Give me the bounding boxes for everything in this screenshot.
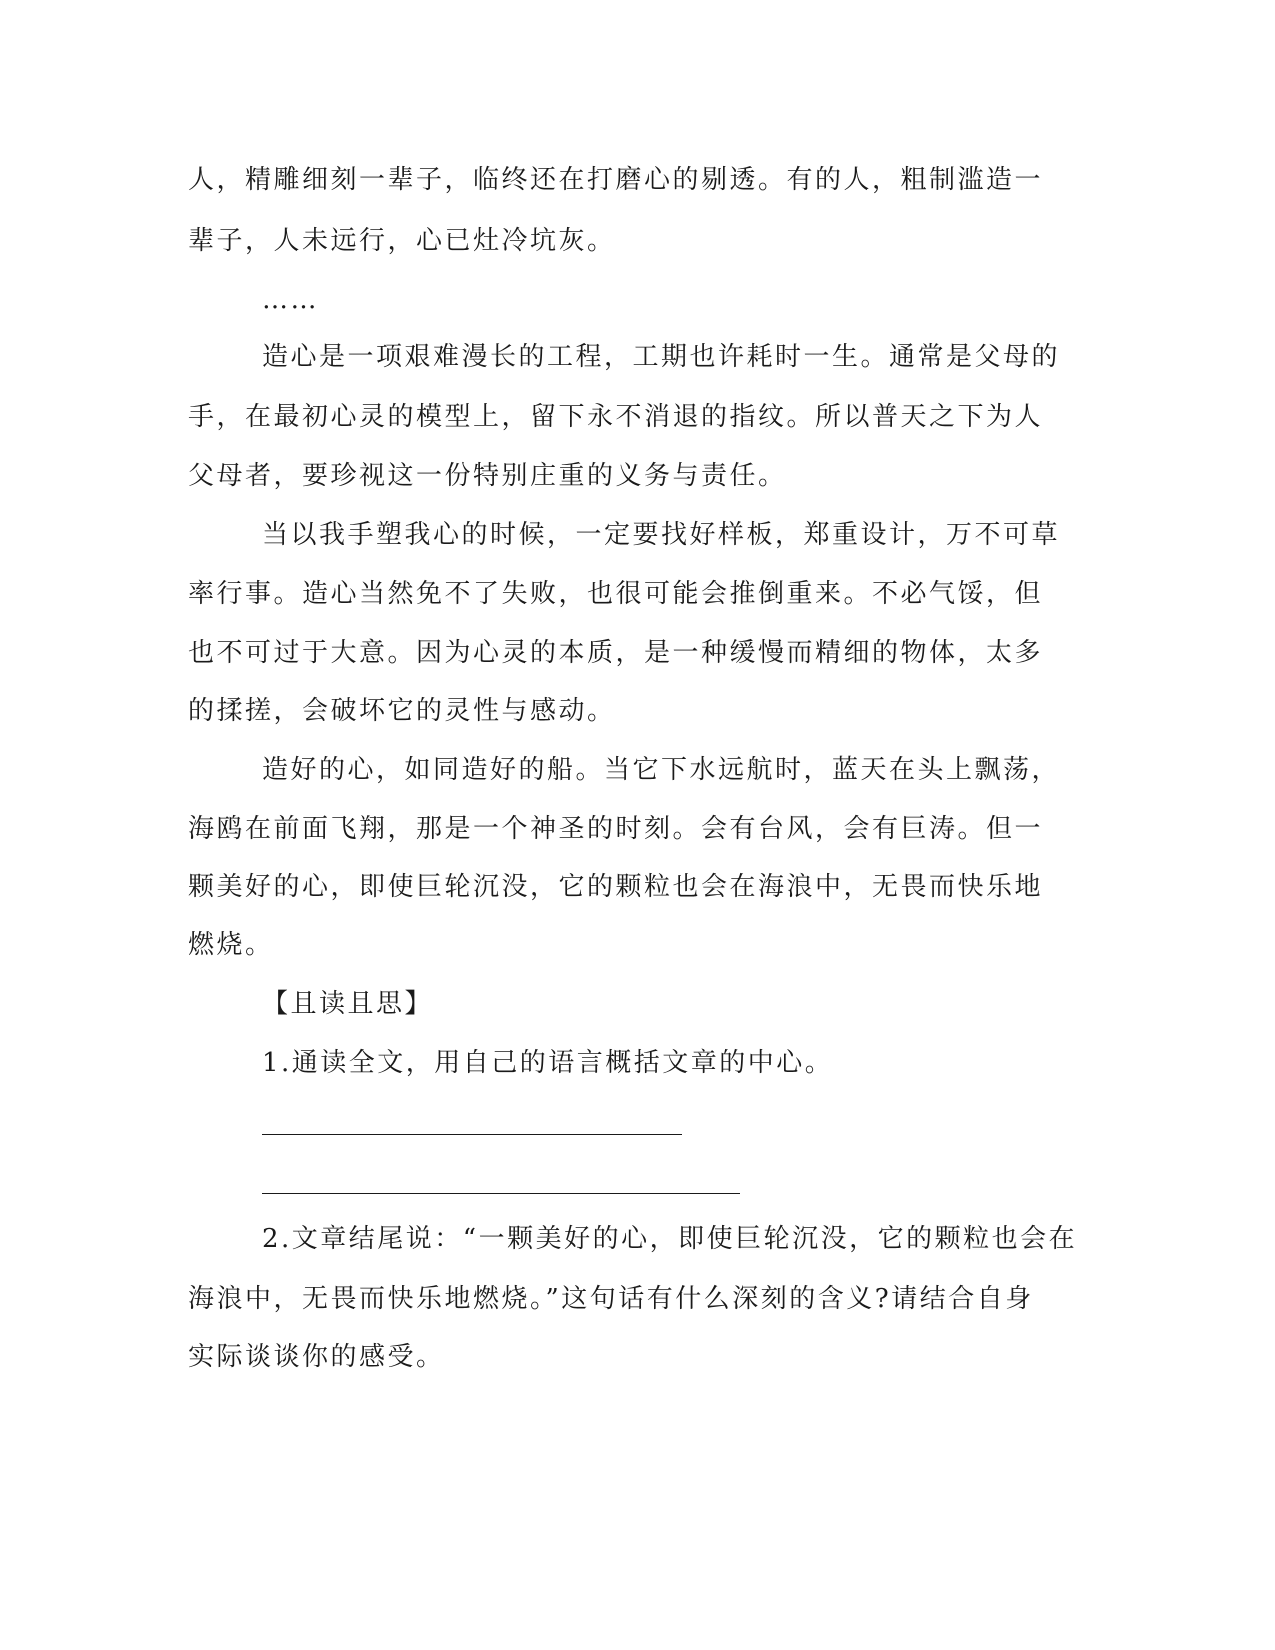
paragraph-line: 造好的心，如同造好的船。当它下水远航时，蓝天在头上飘荡， [262,755,1061,785]
question-2: 2.文章结尾说：“一颗美好的心，即使巨轮沉没，它的颗粒也会在 [262,1224,1078,1254]
answer-blank-line[interactable] [262,1193,740,1194]
paragraph-line: 当以我手塑我心的时候，一定要找好样板，郑重设计，万不可草 [262,520,1061,550]
paragraph-line: 父母者，要珍视这一份特别庄重的义务与责任。 [188,461,787,491]
answer-blank-line[interactable] [262,1134,682,1135]
paragraph-line: 颗美好的心，即使巨轮沉没，它的颗粒也会在海浪中，无畏而快乐地 [188,872,1044,902]
question-2-line: 实际谈谈你的感受。 [188,1342,445,1372]
section-title: 【且读且思】 [262,989,434,1019]
question-1: 1.通读全文，用自己的语言概括文章的中心。 [262,1048,834,1078]
paragraph-line: 造心是一项艰难漫长的工程，工期也许耗时一生。通常是父母的 [262,342,1061,372]
ellipsis: …… [262,285,319,315]
paragraph-line: 的揉搓，会破坏它的灵性与感动。 [188,696,616,726]
paragraph-line: 手，在最初心灵的模型上，留下永不消退的指纹。所以普天之下为人 [188,402,1044,432]
paragraph-line: 燃烧。 [188,930,274,960]
question-2-line: 海浪中，无畏而快乐地燃烧。”这句话有什么深刻的含义?请结合自身 [188,1284,1034,1314]
paragraph-line: 辈子，人未远行，心已灶冷坑灰。 [188,226,616,256]
paragraph-line: 率行事。造心当然免不了失败，也很可能会推倒重来。不必气馁，但 [188,579,1044,609]
paragraph-line: 人，精雕细刻一辈子，临终还在打磨心的剔透。有的人，粗制滥造一 [188,165,1044,195]
paragraph-line: 也不可过于大意。因为心灵的本质，是一种缓慢而精细的物体，太多 [188,638,1044,668]
paragraph-line: 海鸥在前面飞翔，那是一个神圣的时刻。会有台风，会有巨涛。但一 [188,814,1044,844]
